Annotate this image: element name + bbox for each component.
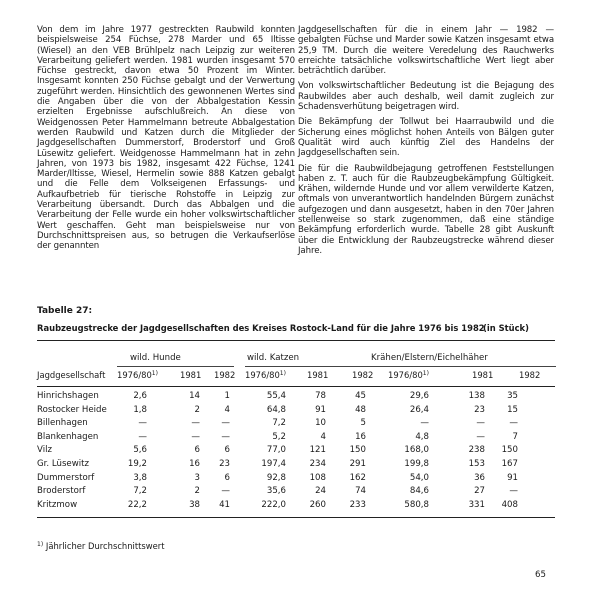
cell-value: 77,0	[266, 445, 286, 456]
cell-value: 6	[194, 445, 200, 456]
cell-value: 91	[507, 472, 518, 483]
cell-society-name: Blankenhagen	[37, 431, 99, 442]
table-row	[37, 473, 555, 486]
cell-value: —	[221, 486, 230, 497]
column-header-cats-1981: 1981	[307, 370, 329, 380]
cell-value: 48	[355, 404, 366, 415]
group-header-dogs: wild. Hunde	[130, 353, 181, 363]
table-row	[37, 445, 555, 458]
table-row	[37, 418, 555, 431]
cell-value: —	[221, 431, 230, 442]
cell-value: —	[476, 431, 485, 442]
cell-value: 6	[224, 472, 230, 483]
cell-value: 78	[315, 391, 326, 401]
text-column-left	[37, 25, 295, 252]
column-header-dogs-1982: 1982	[214, 370, 236, 380]
cell-value: 197,4	[261, 459, 286, 469]
cell-value: 5,2	[272, 431, 286, 442]
cell-value: 7,2	[272, 418, 286, 429]
cell-value: 10	[315, 418, 326, 429]
cell-value: 36	[474, 472, 485, 483]
cell-value: 150	[501, 445, 518, 456]
cell-value: 153	[468, 459, 485, 469]
column-header-crows-avg: 1976/80$^{1)}$	[388, 370, 429, 380]
paragraph: Von volkswirtschaftlicher Bedeutung ist die Bejagung des Raubwildes aber auch deshalb, weil damit zugleich zur Schadensverhütung beigetragen wird.	[298, 81, 554, 113]
cell-value: —	[476, 418, 485, 429]
cell-value: —	[509, 486, 518, 497]
column-header-cats-1982: 1982	[352, 370, 374, 380]
cell-value: —	[138, 431, 147, 442]
cell-value: 2	[194, 486, 200, 497]
cell-value: 167	[501, 459, 518, 469]
cell-value: 35	[507, 391, 518, 401]
cell-value: 199,8	[404, 459, 429, 469]
cell-value: 54,0	[409, 472, 429, 483]
cell-value: —	[509, 418, 518, 429]
cell-value: 2	[194, 404, 200, 415]
cell-society-name: Broderstorf	[37, 486, 86, 497]
cell-value: 7	[512, 431, 518, 442]
table-row	[37, 500, 555, 513]
cell-society-name: Hinrichshagen	[37, 391, 99, 401]
cell-value: 15	[507, 404, 518, 415]
cell-value: 4	[320, 431, 326, 442]
table-row	[37, 432, 555, 445]
cell-society-name: Rostocker Heide	[37, 404, 107, 415]
cell-society-name: Dummerstorf	[37, 472, 95, 483]
cell-value: —	[221, 418, 230, 429]
cell-value: 16	[189, 459, 200, 469]
cell-value: 4	[224, 404, 230, 415]
cell-value: 91	[315, 404, 326, 415]
cell-value: 121	[309, 445, 326, 456]
table-title: Raubzeugstrecke der Jagdgesellschaften des Kreises Rostock-Land für die Jahre 1976 bis 1982	[37, 323, 485, 333]
table-top-rule	[37, 340, 555, 341]
cell-value: 408	[501, 499, 518, 510]
cell-value: 35,6	[266, 486, 286, 497]
cell-value: 55,4	[266, 391, 286, 401]
cell-value: 74	[355, 486, 366, 497]
table-row	[37, 391, 555, 404]
column-header-crows-1981: 1981	[472, 370, 494, 380]
column-header-society: Jagdgesellschaft	[37, 370, 106, 380]
cell-value: 23	[474, 404, 485, 415]
cell-value: 580,8	[404, 499, 429, 510]
text-column-right	[298, 25, 554, 256]
group-header-crows: Krähen/Elstern/Eichelhäher	[371, 353, 488, 363]
cell-value: 24	[315, 486, 326, 497]
cell-value: 168,0	[404, 445, 429, 456]
paragraph: Von dem im Jahre 1977 gestreckten Raubwild konnten beispielsweise 254 Füchse, 278 Marder und 65 Iltisse (Wiesel) an den VEB Brühlpelz nach Leipzig zur weiteren Verarbeitung geliefert werden. 1981 wurden insgesamt 570 Füchse gestreckt, davon etwa 50 Prozent im Winter. Insgesamt konnten 250 Füchse gebalgt und der Verwertung zugeführt werden. Hinsichtlich des gewonnenen Wertes sind die Angaben über die von der Abbalgestation Kessin erzielten Ergebnisse aufschlußreich. An diese von Weidgenossen Peter Hammelmann betreute Abbalgestation werden Raubwild und Katzen durch die Mitglieder der Jagdgesellschaften Dummerstorf, Broderstorf und Groß Lüsewitz geliefert. Weidgenosse Hammelmann hat in zehn Jahren, von 1973 bis 1982, insgesamt 422 Füchse, 1241 Marder/Iltisse, Wiesel, Hermelin sowie 888 Katzen gebalgt und die Felle dem Volkseigenen Erfassungs- und Aufkaufbetrieb für tierische Rohstoffe in Leipzig zur Verarbeitung übersandt. Durch das Abbalgen und die Verarbeitung der Felle wurde ein hoher volkswirtschaftlicher Wert geschaffen. Geht man beispielsweise nur von Durchschnittspreisen aus, so betrugen die Verkaufserlöse der genannten	[37, 25, 295, 252]
cell-value: 1,8	[133, 404, 147, 415]
cell-value: 26,4	[409, 404, 429, 415]
cell-value: —	[191, 431, 200, 442]
table-row	[37, 459, 555, 472]
cell-value: —	[138, 418, 147, 429]
table-bottom-rule	[37, 517, 555, 518]
cell-value: 5,6	[133, 445, 147, 456]
cell-value: 3,8	[133, 472, 147, 483]
cell-value: 108	[309, 472, 326, 483]
cell-value: 162	[349, 472, 366, 483]
cell-value: —	[191, 418, 200, 429]
cell-value: 138	[468, 391, 485, 401]
cell-value: 14	[189, 391, 200, 401]
cell-value: 260	[309, 499, 326, 510]
cell-society-name: Gr. Lüsewitz	[37, 459, 90, 469]
paragraph: Jagdgesellschaften für die in einem Jahr — 1982 — gebalgten Füchse und Marder sowie Katzen insgesamt etwa 25,9 TM. Durch die weitere Veredelung des Rauchwerks erreichte tatsächliche volkswirtschaftliche Wert liegt aber beträchtlich darüber.	[298, 25, 554, 77]
paragraph: Die Bekämpfung der Tollwut bei Haarraubwild und die Sicherung eines möglichst hohen Anteils von Bälgen guter Qualität wird auch künftig Ziel des Handelns der Jagdgesellschaften sein.	[298, 117, 554, 159]
cell-society-name: Billenhagen	[37, 418, 88, 429]
cell-value: 19,2	[127, 459, 147, 469]
cell-society-name: Vilz	[37, 445, 52, 456]
page-number: 65	[535, 570, 546, 580]
cell-value: 38	[189, 499, 200, 510]
group-header-cats: wild. Katzen	[247, 353, 300, 363]
cell-value: 5	[360, 418, 366, 429]
table-header-rule	[37, 386, 555, 387]
group-underline	[371, 366, 556, 367]
column-header-crows-1982: 1982	[519, 370, 541, 380]
cell-value: 234	[309, 459, 326, 469]
cell-value: 331	[468, 499, 485, 510]
cell-value: 4,8	[415, 431, 429, 442]
table-unit: (in Stück)	[483, 323, 529, 333]
cell-value: 22,2	[127, 499, 147, 510]
column-header-cats-avg: 1976/80$^{1)}$	[245, 370, 286, 380]
group-underline	[117, 366, 234, 367]
cell-value: 6	[224, 445, 230, 456]
cell-value: 84,6	[409, 486, 429, 497]
cell-value: 238	[468, 445, 485, 456]
cell-value: 16	[355, 431, 366, 442]
cell-value: 27	[474, 486, 485, 497]
group-underline	[245, 366, 373, 367]
table-caption: Tabelle 27:	[37, 306, 93, 316]
paragraph: Die für die Raubwildbejagung getroffenen Feststellungen haben z. T. auch für die Raubzeugbekämpfung Gültigkeit. Krähen, wildernde Hunde und vor allem verwilderte Katzen, oftmals von unverantwortlich handelnden Bürgern zunächst aufgezogen und dann ausgesetzt, haben in den 70er Jahren stellenweise so stark zugenommen, daß eine ständige Bekämpfung erforderlich wurde. Tabelle 28 gibt Auskunft über die Entwicklung der Raubzeugstrecke während dieser Jahre.	[298, 163, 554, 256]
cell-value: —	[420, 418, 429, 429]
cell-value: 2,6	[133, 391, 147, 401]
cell-value: 45	[355, 391, 366, 401]
cell-value: 3	[194, 472, 200, 483]
footnote: $^{1)}$ Jährlicher Durchschnittswert	[37, 541, 165, 551]
cell-value: 291	[349, 459, 366, 469]
cell-value: 92,8	[266, 472, 286, 483]
cell-value: 29,6	[409, 391, 429, 401]
cell-value: 23	[219, 459, 230, 469]
column-header-dogs-1981: 1981	[180, 370, 202, 380]
cell-value: 7,2	[133, 486, 147, 497]
table-row	[37, 405, 555, 418]
cell-society-name: Kritzmow	[37, 499, 78, 510]
column-header-dogs-avg: 1976/80$^{1)}$	[117, 370, 158, 380]
cell-value: 1	[224, 391, 230, 401]
cell-value: 233	[349, 499, 366, 510]
cell-value: 150	[349, 445, 366, 456]
table-row	[37, 486, 555, 499]
cell-value: 41	[219, 499, 230, 510]
cell-value: 222,0	[261, 499, 286, 510]
cell-value: 64,8	[266, 404, 286, 415]
